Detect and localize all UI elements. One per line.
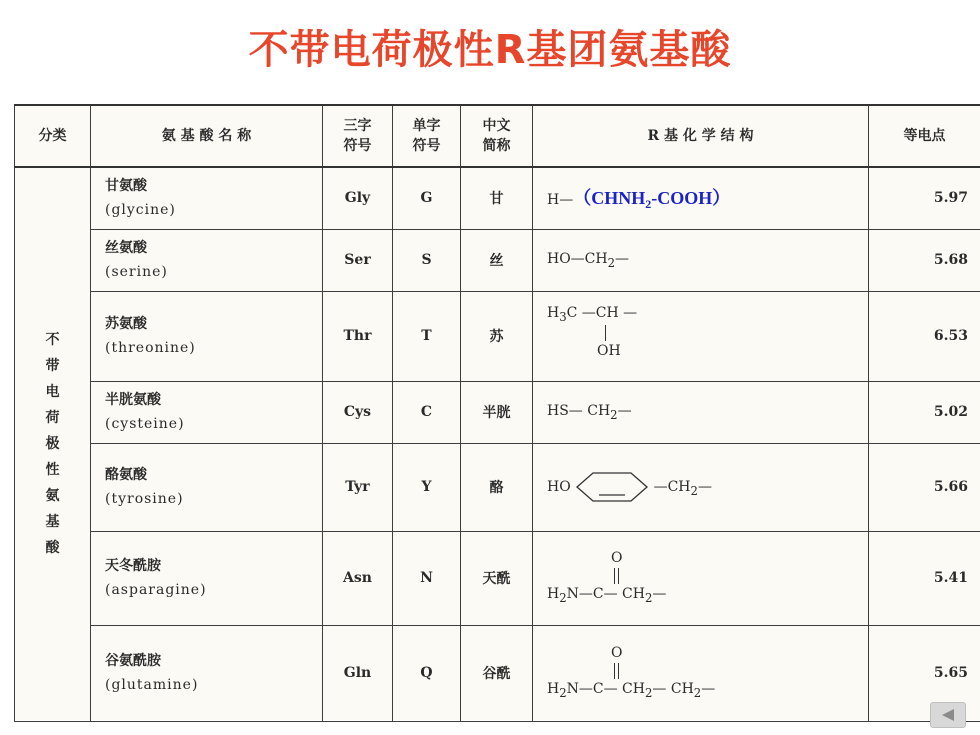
header-name: 氨 基 酸 名 称 xyxy=(91,105,323,167)
table-row xyxy=(15,625,980,721)
isoelectric-point: 6.53 xyxy=(869,291,980,381)
benzene-ring-icon xyxy=(575,470,649,504)
category-cell: 不带电荷极性氨基酸 xyxy=(15,167,91,721)
cn-abbreviation: 苏 xyxy=(461,291,533,381)
three-letter-code: Cys xyxy=(323,381,393,443)
amino-acid-name: 天冬酰胺 (asparagine) xyxy=(91,531,323,625)
r-group-structure: HO $—CH_2—$ xyxy=(533,443,869,531)
header-r-group: R 基 化 学 结 构 xyxy=(533,105,869,167)
header-cn-abbr: 中文 简称 xyxy=(461,105,533,167)
one-letter-code: Y xyxy=(393,443,461,531)
three-letter-code: Thr xyxy=(323,291,393,381)
r-group-structure: $H_3C$ —CH — OH xyxy=(533,291,869,381)
table-row xyxy=(15,531,980,625)
amino-acid-name: 半胱氨酸 (cysteine) xyxy=(91,381,323,443)
isoelectric-point: 5.41 xyxy=(869,531,980,625)
three-letter-code: Ser xyxy=(323,229,393,291)
r-group-structure: O $H_2N—C—$ $CH_2—$ xyxy=(533,531,869,625)
isoelectric-point: 5.68 xyxy=(869,229,980,291)
table-row xyxy=(15,443,980,531)
r-group-structure: $HO—CH_2—$ xyxy=(533,229,869,291)
three-letter-code: Asn xyxy=(323,531,393,625)
header-one-letter: 单字 符号 xyxy=(393,105,461,167)
previous-slide-button[interactable] xyxy=(930,702,966,728)
r-group-structure: $H—(CHNH_2-COOH)$ xyxy=(533,167,869,229)
header-three-letter: 三字 符号 xyxy=(323,105,393,167)
triangle-left-icon xyxy=(940,708,956,722)
table-row xyxy=(15,167,980,229)
three-letter-code: Gly xyxy=(323,167,393,229)
cn-abbreviation: 半胱 xyxy=(461,381,533,443)
isoelectric-point: 5.65 xyxy=(869,625,980,721)
isoelectric-point: 5.97 xyxy=(869,167,980,229)
one-letter-code: C xyxy=(393,381,461,443)
amino-acid-table-container xyxy=(14,104,980,720)
cn-abbreviation: 天酰 xyxy=(461,531,533,625)
three-letter-code: Tyr xyxy=(323,443,393,531)
isoelectric-point: 5.02 xyxy=(869,381,980,443)
cn-abbreviation: 甘 xyxy=(461,167,533,229)
cn-abbreviation: 酪 xyxy=(461,443,533,531)
table-header-row xyxy=(15,105,980,167)
header-category: 分类 xyxy=(15,105,91,167)
amino-acid-table xyxy=(14,104,980,722)
amino-acid-name: 苏氨酸 (threonine) xyxy=(91,291,323,381)
one-letter-code: G xyxy=(393,167,461,229)
amino-acid-name: 谷氨酰胺 (glutamine) xyxy=(91,625,323,721)
one-letter-code: Q xyxy=(393,625,461,721)
slide-title: 不带电荷极性R基团氨基酸 xyxy=(248,27,732,73)
cn-abbreviation: 谷酰 xyxy=(461,625,533,721)
isoelectric-point: 5.66 xyxy=(869,443,980,531)
amino-acid-name: 丝氨酸 (serine) xyxy=(91,229,323,291)
r-group-structure: HS— $CH_2—$ xyxy=(533,381,869,443)
one-letter-code: S xyxy=(393,229,461,291)
one-letter-code: N xyxy=(393,531,461,625)
header-pi: 等电点 xyxy=(869,105,980,167)
table-row xyxy=(15,291,980,381)
table-row xyxy=(15,381,980,443)
three-letter-code: Gln xyxy=(323,625,393,721)
amino-acid-name: 甘氨酸 (glycine) xyxy=(91,167,323,229)
table-row xyxy=(15,229,980,291)
one-letter-code: T xyxy=(393,291,461,381)
amino-acid-name: 酪氨酸 (tyrosine) xyxy=(91,443,323,531)
r-group-structure: O $H_2N—C—$ $CH_2—$ $CH_2—$ xyxy=(533,625,869,721)
cn-abbreviation: 丝 xyxy=(461,229,533,291)
